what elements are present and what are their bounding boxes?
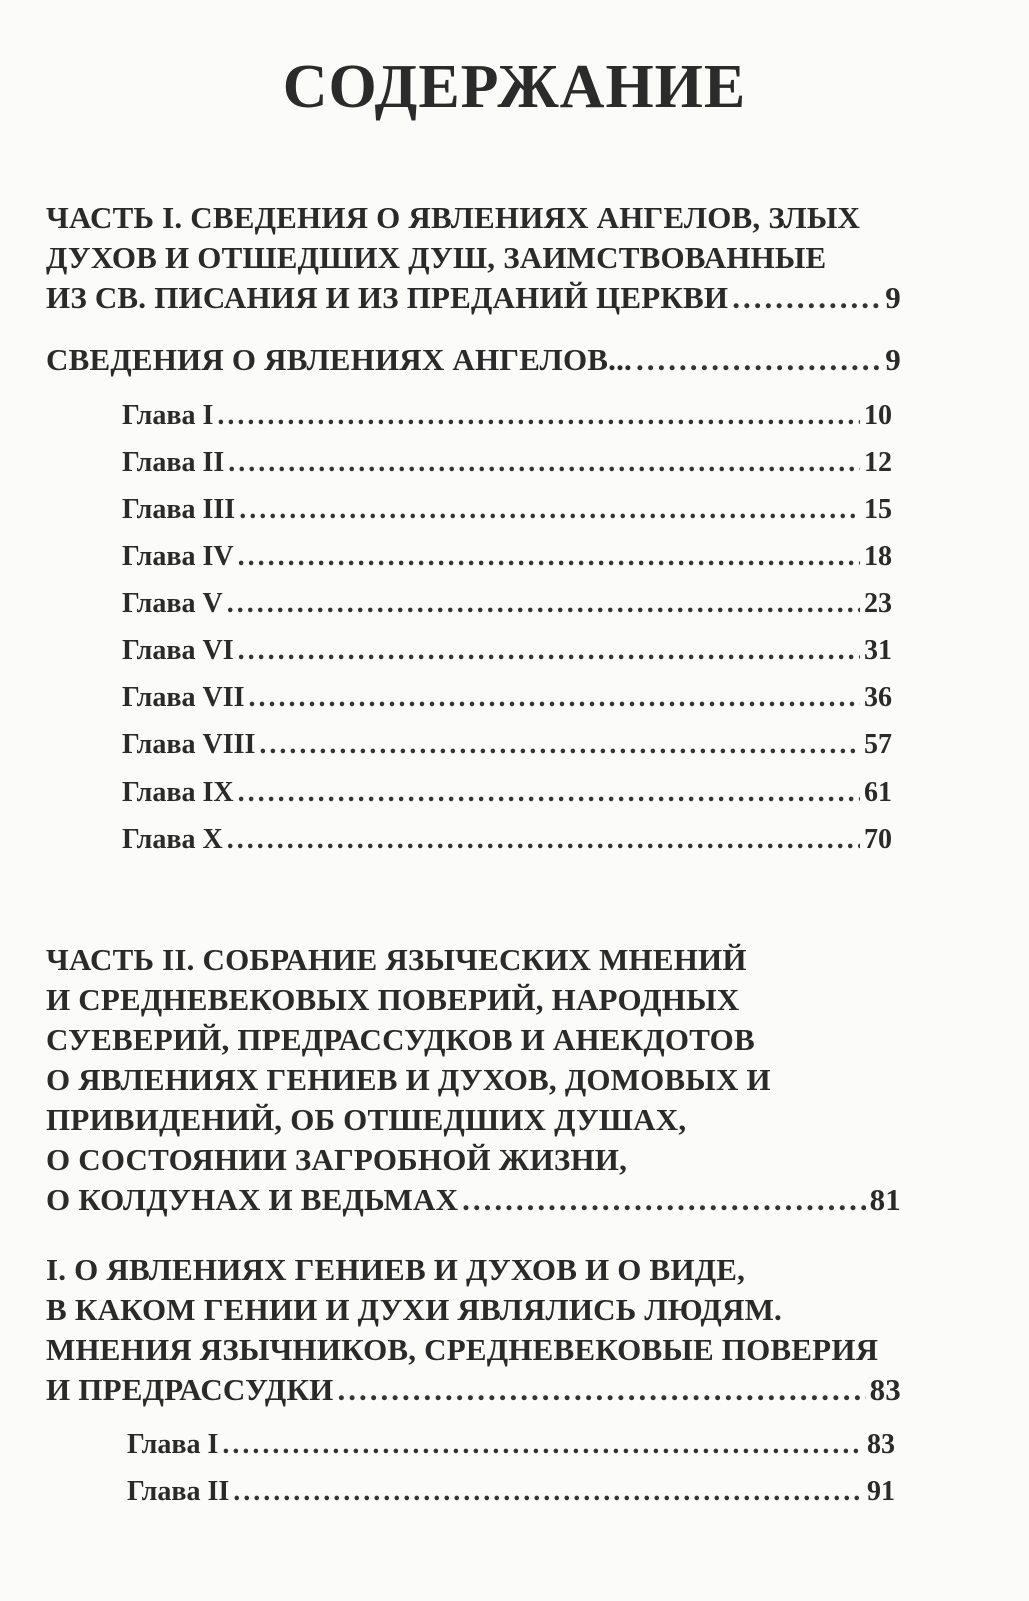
part-2-line: ПРИВИДЕНИЙ, ОБ ОТШЕДШИХ ДУШАХ, xyxy=(46,1102,687,1137)
toc-entry-chapter[interactable] xyxy=(127,1474,895,1510)
part-2-line: И СРЕДНЕВЕКОВЫХ ПОВЕРИЙ, НАРОДНЫХ xyxy=(46,982,740,1017)
dot-leader xyxy=(238,539,860,575)
section-2-line: I. О ЯВЛЕНИЯХ ГЕНИЕВ И ДУХОВ И О ВИДЕ, xyxy=(46,1252,746,1287)
page-number: 91 xyxy=(867,1476,895,1507)
entry-label: Глава II xyxy=(127,1476,230,1507)
part-2-line: О СОСТОЯНИИ ЗАГРОБНОЙ ЖИЗНИ, xyxy=(46,1142,628,1177)
toc-entry-chapter[interactable] xyxy=(127,1427,895,1463)
toc-entry-chapter[interactable] xyxy=(122,492,892,528)
dot-leader xyxy=(238,775,860,811)
page-number: 9 xyxy=(885,342,901,377)
dot-leader xyxy=(233,1474,863,1510)
part-1-line: ЧАСТЬ I. СВЕДЕНИЯ О ЯВЛЕНИЯХ АНГЕЛОВ, ЗЛЫХ xyxy=(46,200,861,235)
toc-entry-section-2[interactable] xyxy=(46,1370,901,1410)
dot-leader xyxy=(217,398,860,434)
toc-entry-chapter[interactable] xyxy=(122,445,892,481)
entry-label: Глава X xyxy=(122,824,223,855)
section-1-heading xyxy=(46,340,901,380)
page-number: 23 xyxy=(864,588,892,619)
page-number: 31 xyxy=(864,635,892,666)
page-number: 57 xyxy=(864,729,892,760)
dot-leader xyxy=(636,340,881,380)
entry-label: Глава IV xyxy=(122,541,234,572)
page-number: 36 xyxy=(864,682,892,713)
page-number: 10 xyxy=(864,400,892,431)
entry-label: Глава VIII xyxy=(122,729,256,760)
page-number: 15 xyxy=(864,494,892,525)
toc-entry-section-1[interactable] xyxy=(46,340,901,380)
part-2-heading xyxy=(46,940,901,1220)
toc-entry-part-1[interactable] xyxy=(46,278,901,318)
page-number: 9 xyxy=(885,280,901,315)
section-2-line: В КАКОМ ГЕНИИ И ДУХИ ЯВЛЯЛИСЬ ЛЮДЯМ. xyxy=(46,1292,782,1327)
part-1-line: ДУХОВ И ОТШЕДШИХ ДУШ, ЗАИМСТВОВАННЫЕ xyxy=(46,240,827,275)
dot-leader xyxy=(227,822,860,858)
toc-entry-chapter[interactable] xyxy=(122,775,892,811)
toc-entry-part-2[interactable] xyxy=(46,1180,901,1220)
dot-leader xyxy=(732,278,881,318)
entry-label: И ПРЕДРАССУДКИ xyxy=(46,1372,334,1407)
entry-label: ИЗ СВ. ПИСАНИЯ И ИЗ ПРЕДАНИЙ ЦЕРКВИ xyxy=(46,280,729,315)
page-number: 18 xyxy=(864,541,892,572)
entry-label: Глава II xyxy=(122,447,225,478)
entry-label: О КОЛДУНАХ И ВЕДЬМАХ xyxy=(46,1182,459,1217)
toc-entry-chapter[interactable] xyxy=(122,633,892,669)
toc-entry-chapter[interactable] xyxy=(122,398,892,434)
dot-leader xyxy=(222,1427,863,1463)
dot-leader xyxy=(259,727,860,763)
entry-label: СВЕДЕНИЯ О ЯВЛЕНИЯХ АНГЕЛОВ... xyxy=(46,342,633,377)
entry-label: Глава I xyxy=(127,1429,219,1460)
toc-entry-chapter[interactable] xyxy=(122,727,892,763)
dot-leader xyxy=(227,586,860,622)
page-number: 81 xyxy=(869,1182,901,1217)
entry-label: Глава III xyxy=(122,494,236,525)
page-number: 83 xyxy=(867,1429,895,1460)
dot-leader xyxy=(337,1370,865,1410)
page-number: 61 xyxy=(864,777,892,808)
section-2-heading xyxy=(46,1250,901,1410)
part-1-heading xyxy=(46,198,901,318)
page-number: 83 xyxy=(869,1372,901,1407)
part-2-line: ЧАСТЬ II. СОБРАНИЕ ЯЗЫЧЕСКИХ МНЕНИЙ xyxy=(46,942,747,977)
dot-leader xyxy=(228,445,860,481)
toc-entry-chapter[interactable] xyxy=(122,586,892,622)
entry-label: Глава VI xyxy=(122,635,234,666)
part-2-line: СУЕВЕРИЙ, ПРЕДРАССУДКОВ И АНЕКДОТОВ xyxy=(46,1022,755,1057)
dot-leader xyxy=(238,633,860,669)
entry-label: Глава IX xyxy=(122,777,234,808)
section-2-line: МНЕНИЯ ЯЗЫЧНИКОВ, СРЕДНЕВЕКОВЫЕ ПОВЕРИЯ xyxy=(46,1332,879,1367)
entry-label: Глава V xyxy=(122,588,223,619)
page-number: 70 xyxy=(864,824,892,855)
entry-label: Глава I xyxy=(122,400,214,431)
page-number: 12 xyxy=(864,447,892,478)
dot-leader xyxy=(249,680,861,716)
dot-leader xyxy=(239,492,860,528)
dot-leader xyxy=(462,1180,865,1220)
page-title: СОДЕРЖАНИЕ xyxy=(282,53,747,121)
entry-label: Глава VII xyxy=(122,682,245,713)
toc-entry-chapter[interactable] xyxy=(122,680,892,716)
toc-entry-chapter[interactable] xyxy=(122,822,892,858)
part-2-line: О ЯВЛЕНИЯХ ГЕНИЕВ И ДУХОВ, ДОМОВЫХ И xyxy=(46,1062,771,1097)
toc-entry-chapter[interactable] xyxy=(122,539,892,575)
